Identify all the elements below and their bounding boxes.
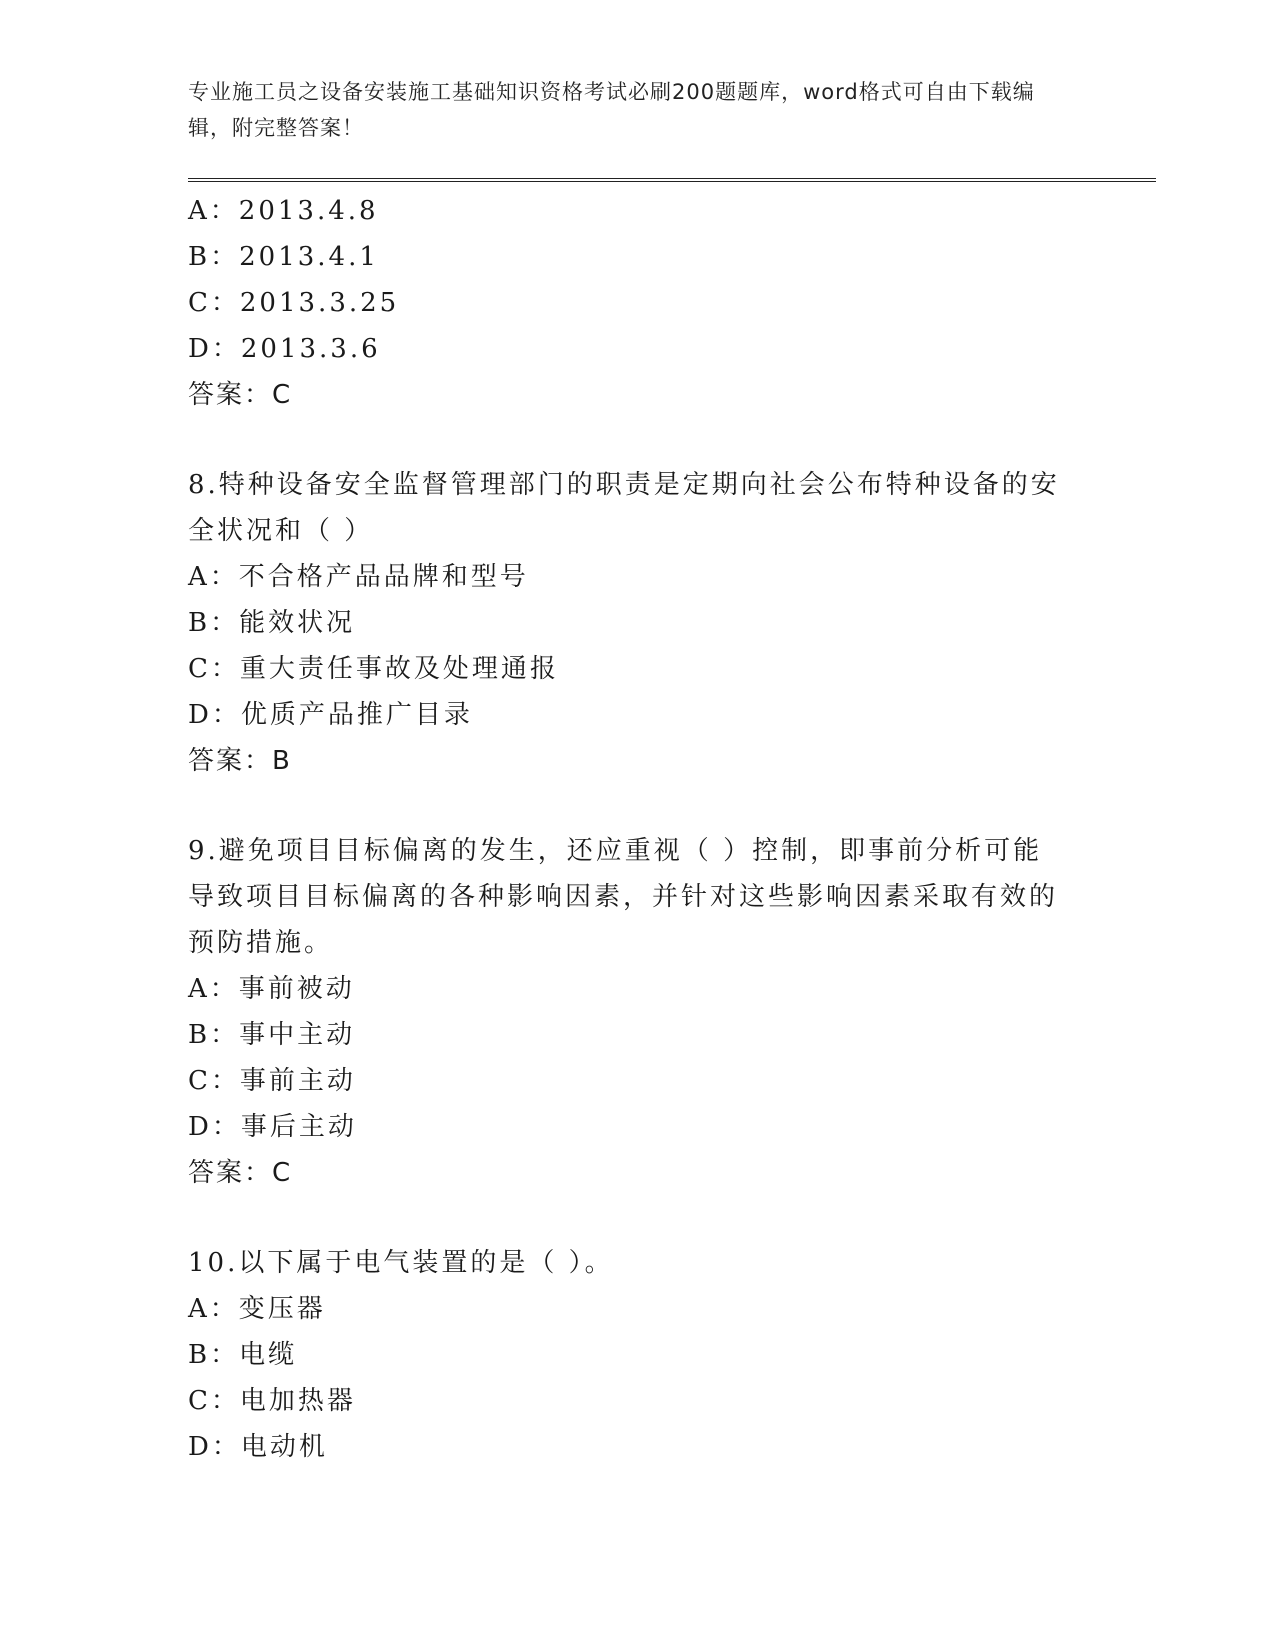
- option-c: C：重大责任事故及处理通报: [188, 654, 559, 684]
- document-header: 专业施工员之设备安装施工基础知识资格考试必刷200题题库，word格式可自由下载编辑，附完整答案！: [188, 80, 1035, 140]
- question-text: 8.特种设备安全监督管理部门的职责是定期向社会公布特种设备的安全状况和（ ）: [188, 470, 1060, 546]
- question-text: 9.避免项目目标偏离的发生，还应重视（ ）控制，即事前分析可能导致项目目标偏离的各种影响因素，并针对这些影响因素采取有效的预防措施。: [188, 836, 1059, 958]
- option-c: C：事前主动: [188, 1066, 356, 1096]
- answer: 答案：C: [188, 380, 293, 410]
- option-a: A：变压器: [188, 1294, 326, 1324]
- answer: 答案：B: [188, 746, 292, 776]
- option-d: D：电动机: [188, 1432, 328, 1462]
- question-9: [188, 828, 1088, 1196]
- option-a: A：事前被动: [188, 974, 355, 1004]
- option-a: A：2013.4.8: [188, 196, 379, 226]
- option-c: C：2013.3.25: [188, 288, 400, 318]
- option-d: D：优质产品推广目录: [188, 700, 473, 730]
- option-a: A：不合格产品品牌和型号: [188, 562, 529, 592]
- option-b: B：能效状况: [188, 608, 356, 638]
- option-c: C：电加热器: [188, 1386, 356, 1416]
- question-content: [188, 188, 1088, 1470]
- option-b: B：电缆: [188, 1340, 298, 1370]
- answer: 答案：C: [188, 1158, 293, 1188]
- header-divider: [188, 178, 1156, 182]
- question-10: [188, 1240, 1088, 1470]
- option-d: D：2013.3.6: [188, 334, 381, 364]
- option-b: B：事中主动: [188, 1020, 356, 1050]
- option-d: D：事后主动: [188, 1112, 357, 1142]
- question-8: [188, 462, 1088, 784]
- question-text: 10.以下属于电气装置的是（ ）。: [188, 1248, 614, 1278]
- option-b: B：2013.4.1: [188, 242, 379, 272]
- question-7: [188, 188, 1088, 418]
